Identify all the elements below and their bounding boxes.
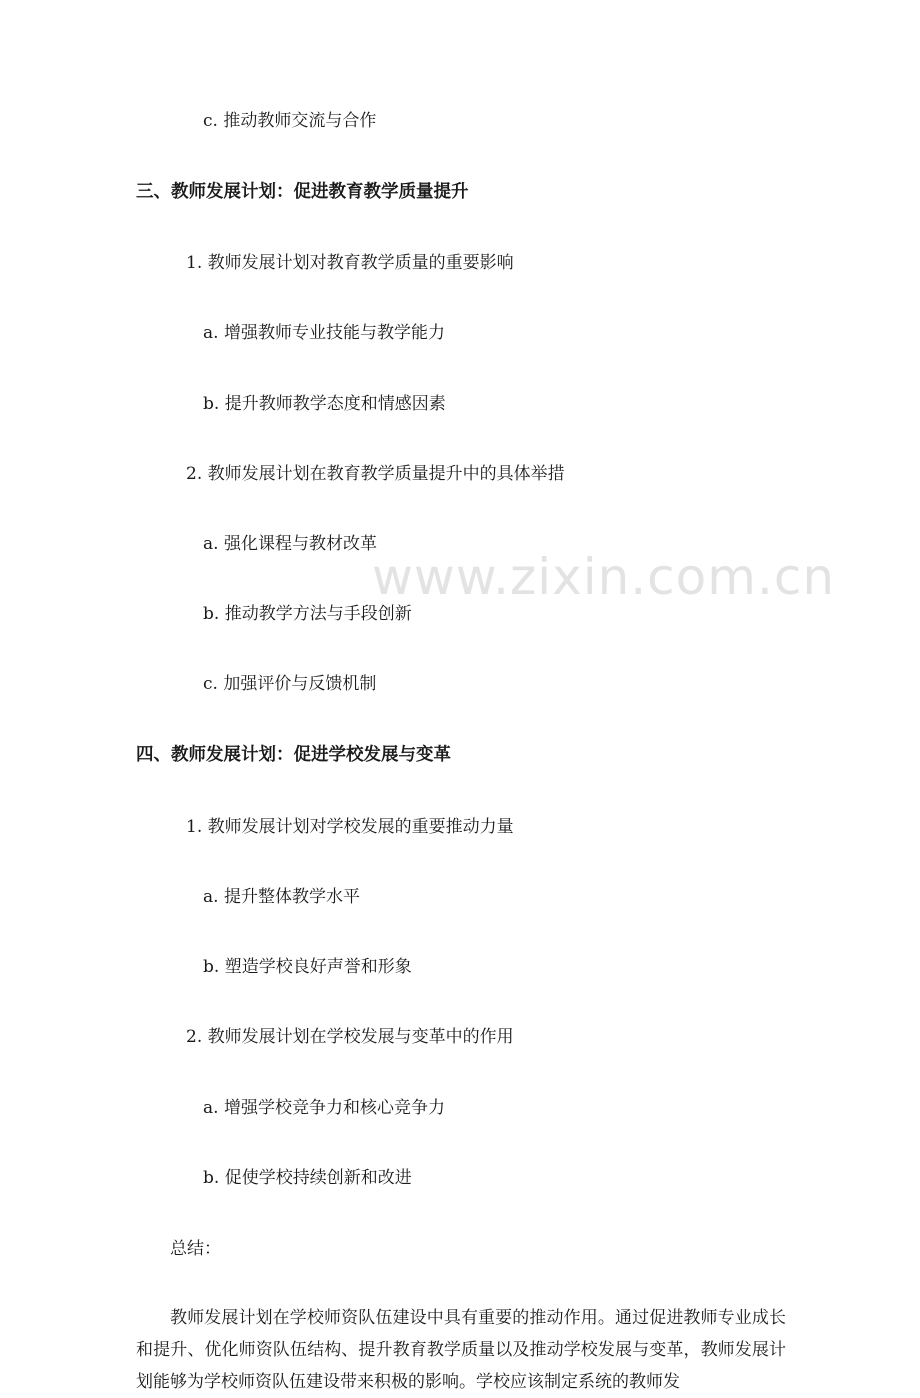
- list-item-sec4-1b: b. 塑造学校良好声誉和形象: [203, 957, 412, 977]
- summary-paragraph: 教师发展计划在学校师资队伍建设中具有重要的推动作用。通过促进教师专业成长和提升、优化师资队伍结构、提升教育教学质量以及推动学校发展与变革，教师发展计划能够为学校师资队伍建设带来积极的影响。学校应该制定系统的教师发: [136, 1308, 786, 1392]
- list-item-sec3-2c: c. 加强评价与反馈机制: [203, 674, 377, 694]
- section-heading-4: 四、教师发展计划：促进学校发展与变革: [136, 745, 451, 765]
- list-item-sec3-1b: b. 提升教师教学态度和情感因素: [203, 394, 446, 414]
- list-item-sec3-1a: a. 增强教师专业技能与教学能力: [203, 323, 445, 343]
- list-item-sec4-1a: a. 提升整体教学水平: [203, 887, 360, 907]
- list-item-sec3-1: 1. 教师发展计划对教育教学质量的重要影响: [186, 253, 514, 273]
- list-item-sec4-2a: a. 增强学校竞争力和核心竞争力: [203, 1098, 445, 1118]
- watermark: www.zixin.com.cn: [372, 548, 836, 606]
- list-item-sec4-1: 1. 教师发展计划对学校发展的重要推动力量: [186, 817, 514, 837]
- list-item-sec3-2: 2. 教师发展计划在教育教学质量提升中的具体举措: [186, 464, 565, 484]
- list-item-sec4-2: 2. 教师发展计划在学校发展与变革中的作用: [186, 1027, 514, 1047]
- list-item-s2-c: c. 推动教师交流与合作: [203, 111, 377, 131]
- section-heading-3: 三、教师发展计划：促进教育教学质量提升: [136, 182, 469, 202]
- list-item-sec3-2b: b. 推动教学方法与手段创新: [203, 604, 412, 624]
- summary-label: 总结：: [170, 1239, 221, 1259]
- list-item-sec3-2a: a. 强化课程与教材改革: [203, 534, 377, 554]
- list-item-sec4-2b: b. 促使学校持续创新和改进: [203, 1168, 412, 1188]
